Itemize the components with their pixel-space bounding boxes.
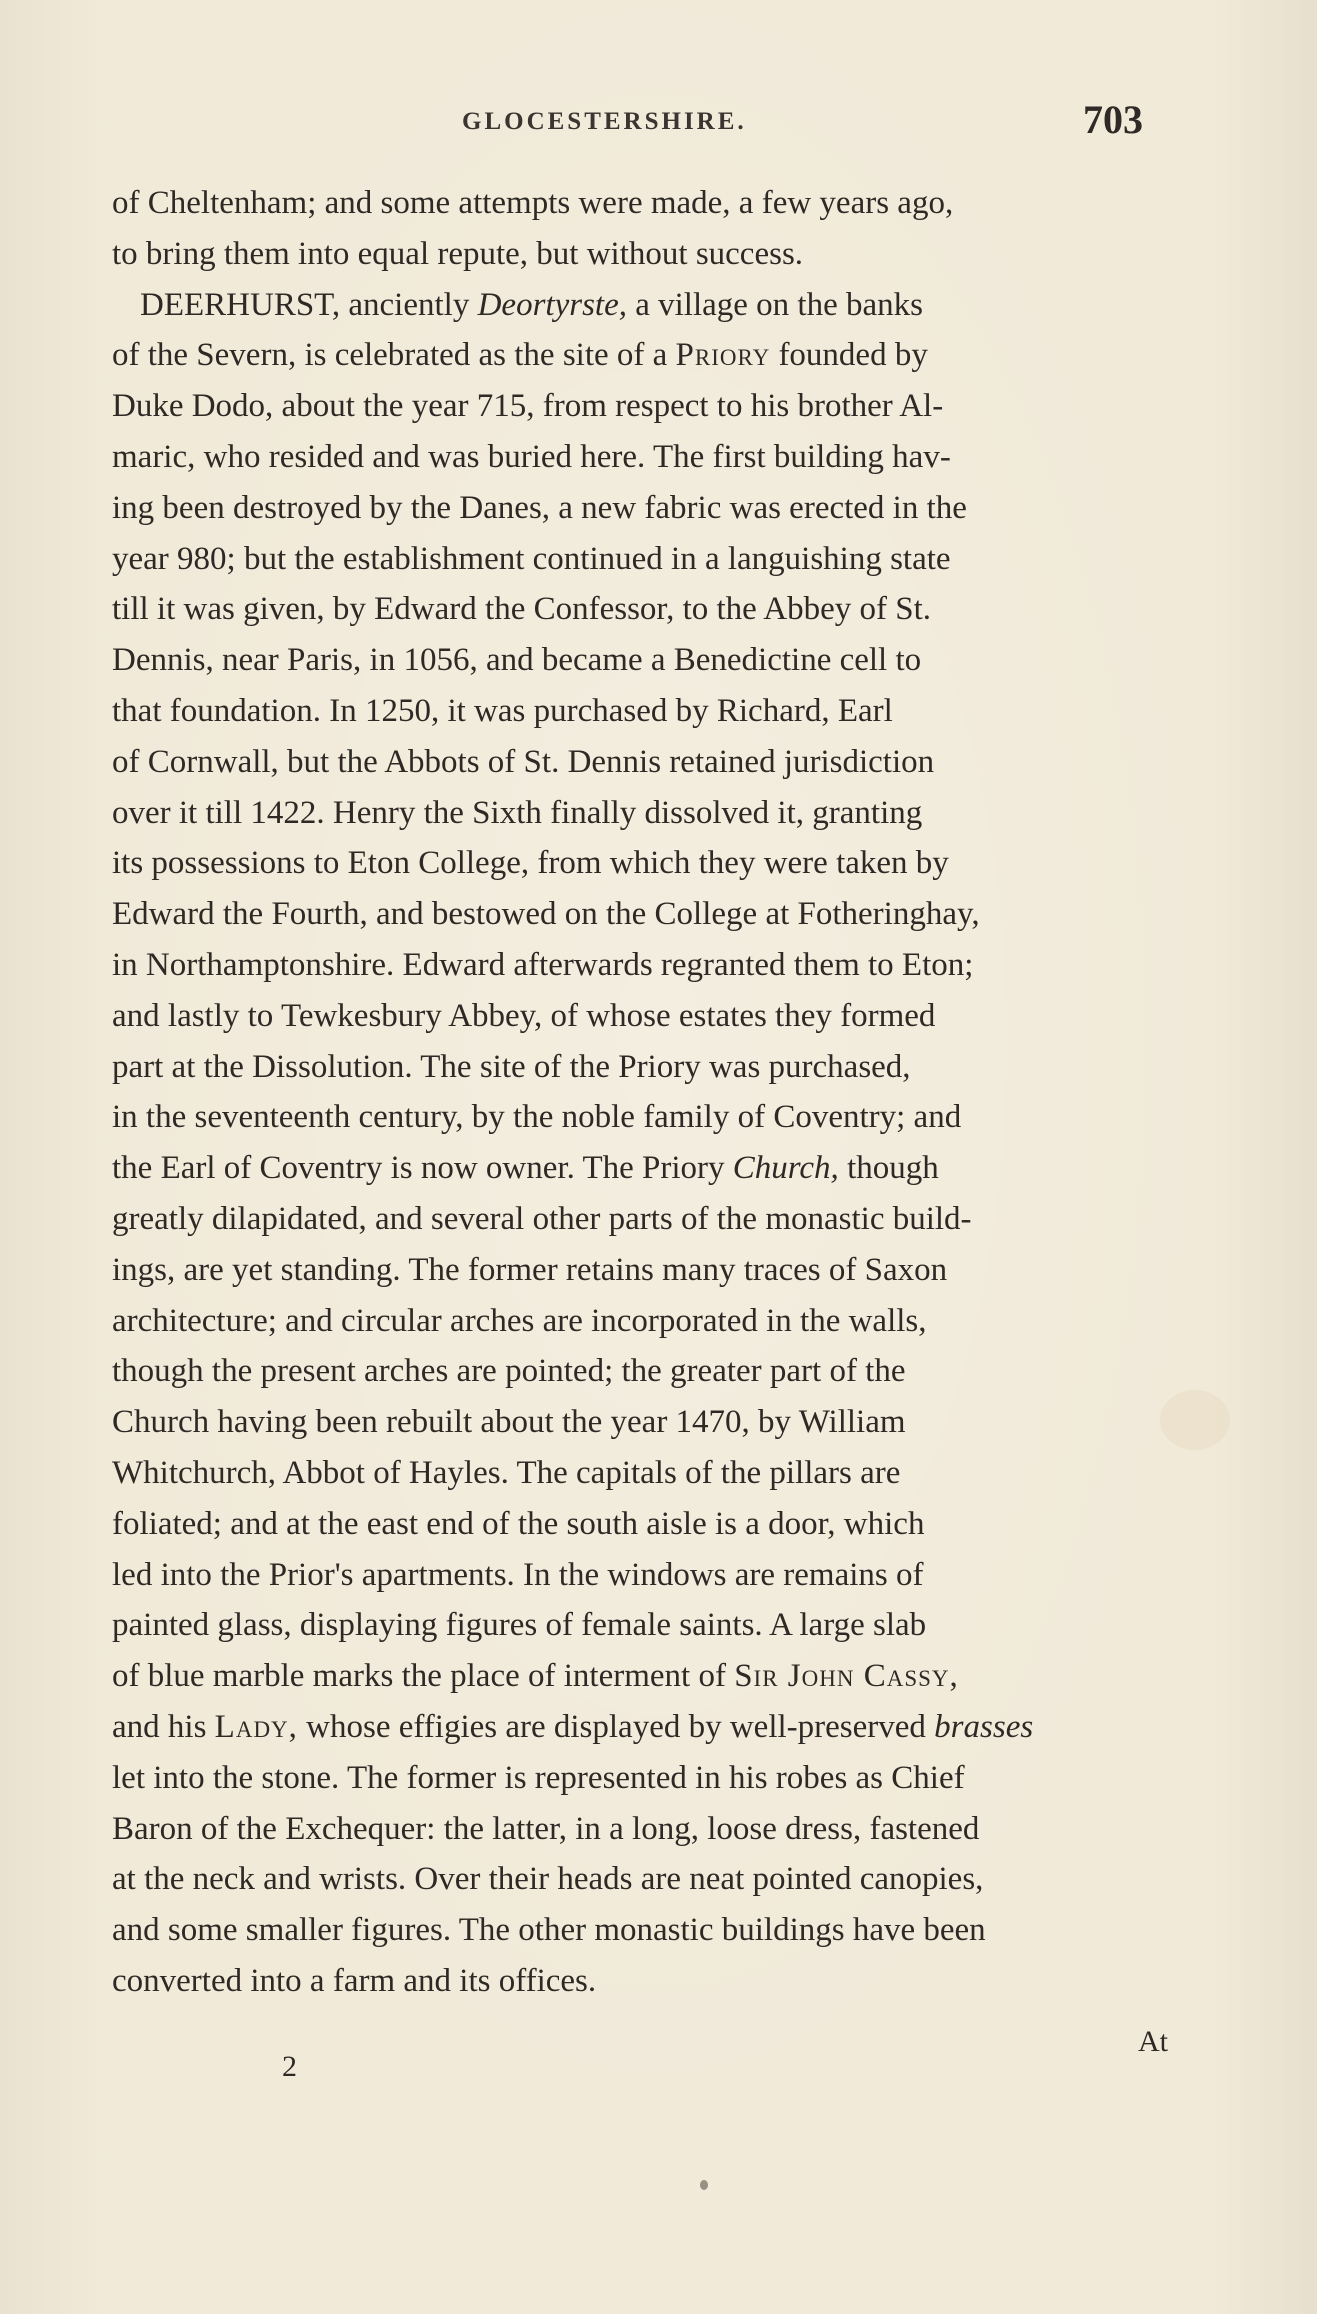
text-fragment: of blue marble marks the place of interment of bbox=[112, 1658, 735, 1695]
text-line bbox=[112, 1905, 1177, 1956]
text-line-content: converted into a farm and its offices. bbox=[112, 1962, 597, 1999]
text-line bbox=[112, 1245, 1177, 1296]
text-line-content: in the seventeenth century, by the noble family of Coventry; and bbox=[112, 1099, 962, 1136]
text-fragment: and his bbox=[112, 1708, 215, 1745]
small-caps-lady: Lady, bbox=[214, 1708, 298, 1745]
small-caps-priory: Priory bbox=[675, 337, 771, 374]
text-line bbox=[112, 1042, 1177, 1093]
text-line-content: painted glass, displaying figures of female saints. A large slab bbox=[112, 1607, 927, 1644]
text-line bbox=[112, 1143, 1177, 1194]
text-line bbox=[112, 788, 1177, 839]
body-text bbox=[112, 178, 1177, 2007]
text-fragment: the Earl of Coventry is now owner. The Priory bbox=[112, 1150, 733, 1187]
text-line bbox=[112, 940, 1177, 991]
text-line-content: of Cheltenham; and some attempts were made, a few years ago, bbox=[112, 185, 954, 221]
text-line bbox=[112, 229, 1177, 280]
text-line-content: greatly dilapidated, and several other parts of the monastic build- bbox=[112, 1200, 972, 1237]
text-line-content: Baron of the Exchequer: the latter, in a long, loose dress, fastened bbox=[112, 1810, 980, 1847]
small-caps-name: Sir John Cassy, bbox=[734, 1658, 959, 1695]
text-line-content: its possessions to Eton College, from which they were taken by bbox=[112, 845, 949, 882]
text-line-content bbox=[112, 1143, 939, 1194]
text-line-content bbox=[112, 330, 928, 381]
text-line-content bbox=[112, 1651, 959, 1702]
text-line-content: though the present arches are pointed; the greater part of the bbox=[112, 1353, 906, 1390]
italic-church: Church, bbox=[732, 1150, 839, 1187]
text-line bbox=[112, 1702, 1177, 1753]
text-line bbox=[112, 1296, 1177, 1347]
text-line-content: Whitchurch, Abbot of Hayles. The capitals of the pillars are bbox=[112, 1454, 901, 1491]
text-line-content: Duke Dodo, about the year 715, from respect to his brother Al- bbox=[112, 388, 944, 425]
text-line bbox=[112, 330, 1177, 381]
text-line-content: till it was given, by Edward the Confessor, to the Abbey of St. bbox=[112, 591, 931, 628]
text-fragment: though bbox=[838, 1150, 939, 1187]
text-line-content: part at the Dissolution. The site of the Priory was purchased, bbox=[112, 1048, 911, 1085]
text-line-content: at the neck and wrists. Over their heads are neat pointed canopies, bbox=[112, 1861, 984, 1898]
italic-place-name: Deortyrste, bbox=[477, 286, 627, 323]
ink-speck bbox=[700, 2180, 708, 2190]
text-line-content: in Northamptonshire. Edward afterwards regranted them to Eton; bbox=[112, 946, 974, 983]
text-line bbox=[112, 1550, 1177, 1601]
italic-brasses: brasses bbox=[934, 1708, 1034, 1745]
text-fragment: of the Severn, is celebrated as the site of a bbox=[112, 337, 676, 374]
text-line bbox=[112, 1600, 1177, 1651]
text-line bbox=[112, 1397, 1177, 1448]
text-line bbox=[112, 1092, 1177, 1143]
text-line bbox=[112, 1499, 1177, 1550]
text-line-content: let into the stone. The former is represented in his robes as Chief bbox=[112, 1759, 965, 1796]
running-head: GLOCESTERSHIRE. bbox=[462, 108, 747, 135]
text-line-content: year 980; but the establishment continued in a languishing state bbox=[112, 540, 951, 577]
text-line bbox=[112, 1346, 1177, 1397]
text-line-content: to bring them into equal repute, but without success. bbox=[112, 235, 804, 272]
text-line-content bbox=[140, 280, 923, 331]
text-line-content: and lastly to Tewkesbury Abbey, of whose estates they formed bbox=[112, 997, 936, 1034]
text-line-content: Edward the Fourth, and bestowed on the College at Fotheringhay, bbox=[112, 896, 980, 933]
text-line-content: foliated; and at the east end of the south aisle is a door, which bbox=[112, 1505, 925, 1542]
text-line bbox=[112, 991, 1177, 1042]
text-line-content bbox=[112, 1702, 1033, 1753]
text-line-content: of Cornwall, but the Abbots of St. Dennis retained jurisdiction bbox=[112, 743, 935, 780]
text-line bbox=[112, 1651, 1177, 1702]
text-line bbox=[112, 1753, 1177, 1804]
text-line bbox=[112, 838, 1177, 889]
text-line-content: architecture; and circular arches are incorporated in the walls, bbox=[112, 1302, 927, 1339]
text-line bbox=[112, 534, 1177, 585]
paragraph-start-line bbox=[112, 280, 1177, 331]
text-line-content: and some smaller figures. The other monastic buildings have been bbox=[112, 1912, 986, 1949]
text-line bbox=[112, 686, 1177, 737]
text-line bbox=[112, 889, 1177, 940]
text-line bbox=[112, 635, 1177, 686]
text-line bbox=[112, 381, 1177, 432]
text-line-content: ings, are yet standing. The former retains many traces of Saxon bbox=[112, 1251, 948, 1288]
page-number: 703 bbox=[1083, 97, 1143, 142]
text-line bbox=[112, 1194, 1177, 1245]
text-line-content: ing been destroyed by the Danes, a new fabric was erected in the bbox=[112, 489, 967, 526]
text-line bbox=[112, 737, 1177, 788]
page-header bbox=[0, 96, 1317, 146]
text-line bbox=[112, 1854, 1177, 1905]
text-fragment: founded by bbox=[770, 337, 928, 374]
text-line-content: Church having been rebuilt about the year 1470, by William bbox=[112, 1404, 906, 1441]
text-line bbox=[112, 1448, 1177, 1499]
text-line bbox=[112, 178, 1177, 229]
place-name: DEERHURST, anciently bbox=[140, 286, 478, 323]
text-line-content: maric, who resided and was buried here. The first building hav- bbox=[112, 438, 951, 475]
signature-mark: 2 bbox=[282, 2050, 297, 2083]
catchword: At bbox=[1138, 2025, 1168, 2058]
text-line-content: over it till 1422. Henry the Sixth finally dissolved it, granting bbox=[112, 794, 923, 831]
text-line-content: led into the Prior's apartments. In the windows are remains of bbox=[112, 1556, 924, 1593]
text-line-rest: a village on the banks bbox=[626, 286, 923, 323]
text-line bbox=[112, 432, 1177, 483]
text-line bbox=[112, 1804, 1177, 1855]
text-line bbox=[112, 483, 1177, 534]
text-line-content: that foundation. In 1250, it was purchased by Richard, Earl bbox=[112, 692, 893, 729]
text-line-content: Dennis, near Paris, in 1056, and became a Benedictine cell to bbox=[112, 642, 922, 679]
text-line bbox=[112, 1956, 1177, 2007]
text-line bbox=[112, 584, 1177, 635]
text-fragment: whose effigies are displayed by well-preserved bbox=[297, 1708, 935, 1745]
